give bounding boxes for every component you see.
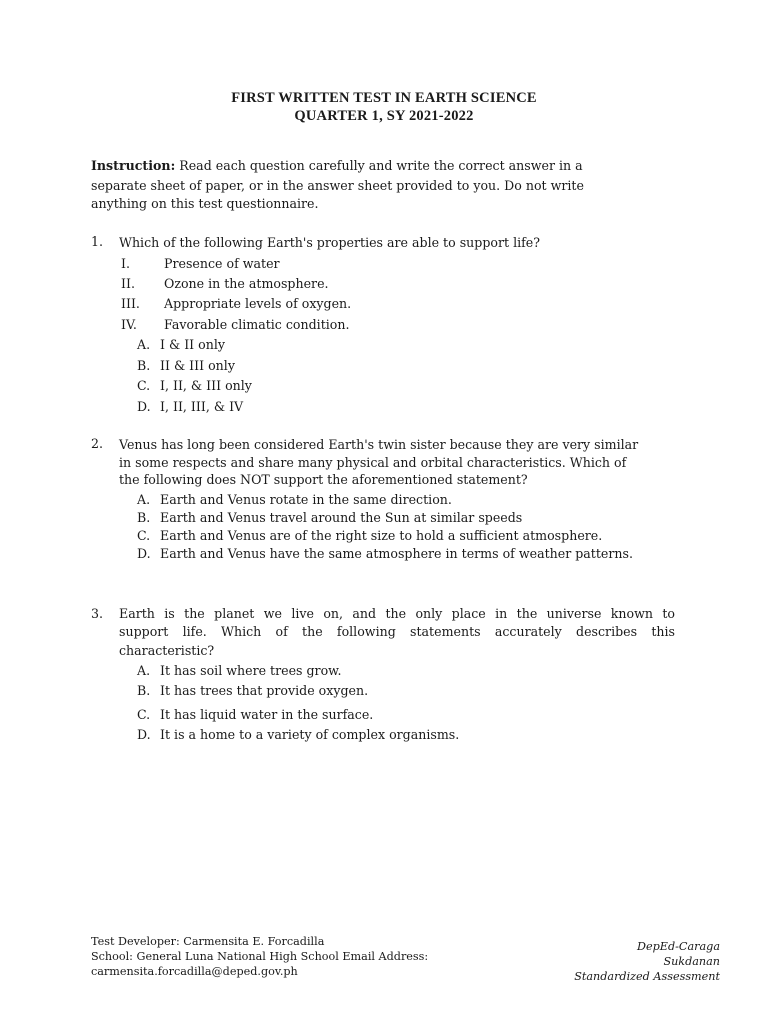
footer-org-line-2: Sukdanan (663, 955, 720, 968)
statement-numeral: II. (121, 276, 135, 291)
statement-numeral: III. (121, 296, 140, 311)
test-title: FIRST WRITTEN TEST IN EARTH SCIENCE (231, 90, 537, 106)
question-text-line: Earth is the planet we live on, and the only place in the universe known to (119, 606, 675, 621)
choice-text: I, II, & III only (160, 378, 252, 393)
choice-letter: C. (137, 378, 151, 393)
choice-letter: C. (137, 528, 151, 543)
question-text-line: support life. Which of the following statements accurately describes this (119, 624, 675, 639)
choice-text: Earth and Venus travel around the Sun at similar speeds (160, 510, 523, 525)
question-number: 3. (91, 606, 104, 621)
statement-text: Presence of water (164, 256, 280, 271)
choice-letter: B. (137, 510, 151, 525)
question-number: 2. (91, 436, 104, 451)
statement-numeral: IV. (121, 317, 137, 332)
question-text-line: Venus has long been considered Earth's twin sister because they are very similar (119, 437, 639, 452)
choice-text: It is a home to a variety of complex organisms. (160, 727, 460, 742)
statement-text: Ozone in the atmosphere. (164, 276, 329, 291)
footer-school: School: General Luna National High School Email Address: (91, 950, 429, 963)
choice-letter: A. (137, 663, 151, 678)
question-number: 1. (91, 234, 104, 249)
choice-text: I, II, III, & IV (160, 399, 244, 414)
choice-letter: D. (137, 546, 151, 561)
choice-letter: D. (137, 399, 151, 414)
choice-text: It has liquid water in the surface. (160, 707, 374, 722)
choice-text: Earth and Venus are of the right size to hold a sufficient atmosphere. (160, 528, 603, 543)
choice-letter: B. (137, 358, 151, 373)
statement-text: Favorable climatic condition. (164, 317, 350, 332)
choice-letter: A. (137, 337, 151, 352)
choice-letter: D. (137, 727, 151, 742)
choice-text: Earth and Venus rotate in the same direction. (160, 492, 452, 507)
footer-developer: Test Developer: Carmensita E. Forcadilla (91, 935, 325, 948)
choice-text: It has trees that provide oxygen. (160, 683, 369, 698)
footer-org-line-3: Standardized Assessment (574, 970, 720, 983)
instruction-line-3: anything on this test questionnaire. (91, 196, 319, 211)
choice-letter: A. (137, 492, 151, 507)
instruction-line-1: Instruction: Read each question carefully and write the correct answer in a (91, 158, 583, 173)
question-text-line: the following does NOT support the aforementioned statement? (119, 472, 528, 487)
question-text: Which of the following Earth's properties are able to support life? (119, 235, 540, 250)
choice-text: Earth and Venus have the same atmosphere in terms of weather patterns. (160, 546, 633, 561)
question-text-line: in some respects and share many physical and orbital characteristics. Which of (119, 455, 627, 470)
question-text-line: characteristic? (119, 643, 215, 658)
choice-text: I & II only (160, 337, 225, 352)
choice-text: It has soil where trees grow. (160, 663, 342, 678)
choice-text: II & III only (160, 358, 235, 373)
footer-org-line-1: DepEd-Caraga (637, 940, 720, 953)
test-subtitle: QUARTER 1, SY 2021-2022 (294, 108, 474, 124)
instruction-line-2: separate sheet of paper, or in the answer sheet provided to you. Do not write (91, 178, 584, 193)
choice-letter: C. (137, 707, 151, 722)
statement-numeral: I. (121, 256, 130, 271)
instruction-label: Instruction: (91, 158, 176, 173)
footer-email: carmensita.forcadilla@deped.gov.ph (91, 965, 298, 978)
statement-text: Appropriate levels of oxygen. (164, 296, 352, 311)
choice-letter: B. (137, 683, 151, 698)
